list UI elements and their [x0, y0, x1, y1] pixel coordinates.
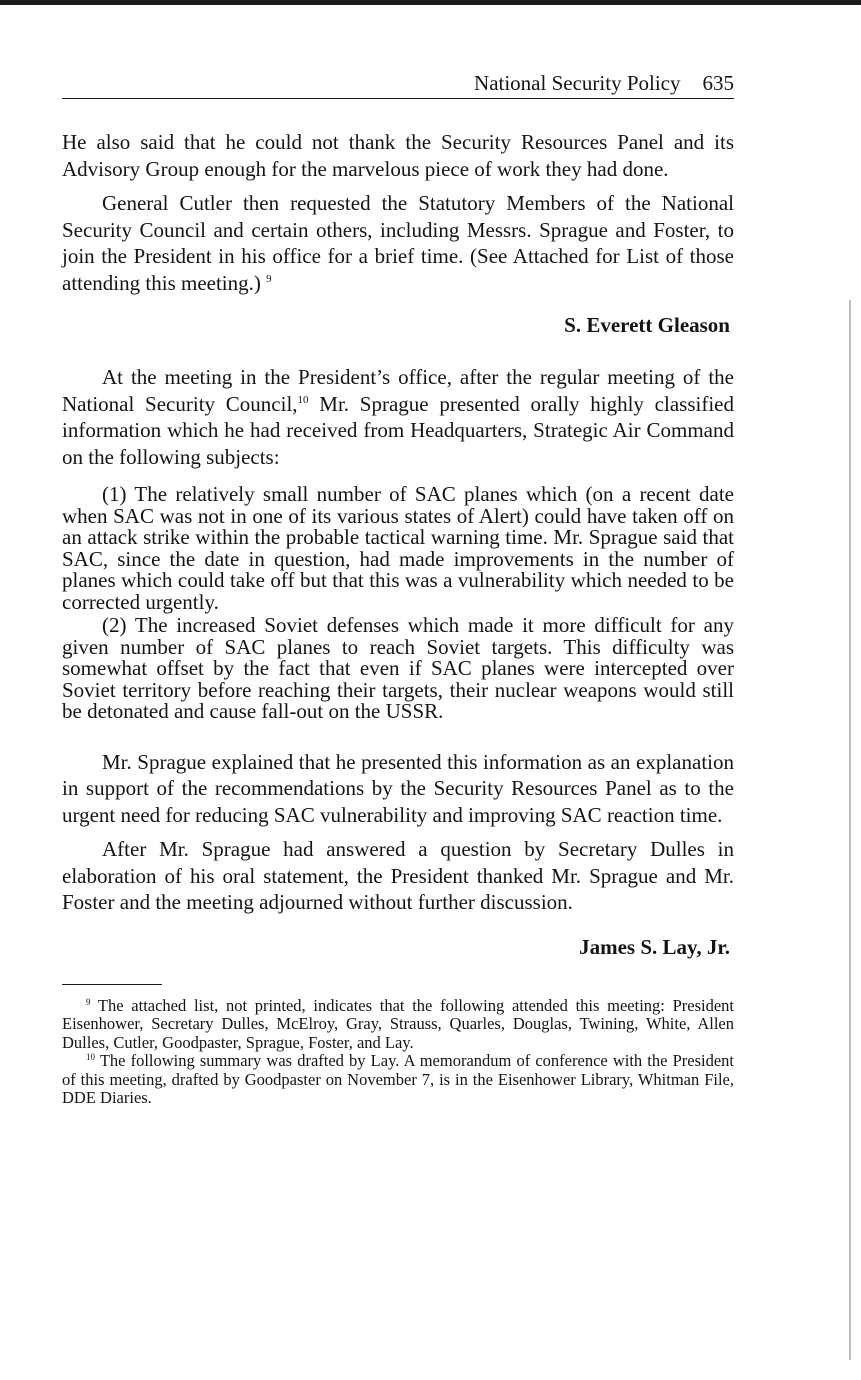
paragraph-text: At the meeting in the President’s office, after the regular meeting of the National Security Council, — [62, 365, 734, 416]
paragraph: Mr. Sprague explained that he presented this information as an explanation in support of the recommendations by the Security Resources Panel as to the urgent need for reducing SAC vulnerability and improving SAC reaction time. — [62, 749, 734, 827]
paragraph-text: Mr. Sprague presented orally highly classified information which he had received from Headquarters, Strategic Air Command on the following subjects: — [62, 391, 734, 469]
footnote-marker: 9 — [86, 996, 91, 1007]
footnote-text: The following summary was drafted by Lay. A memorandum of conference with the President of this meeting, drafted by Goodpaster on November 7, is in the Eisenhower Library, Whitman File, DDE Diaries. — [62, 1051, 734, 1107]
footnote — [62, 1052, 734, 1108]
paragraph: After Mr. Sprague had answered a question by Secretary Dulles in elaboration of his oral statement, the President thanked Mr. Sprague and Mr. Foster and the meeting adjourned without further discussion. — [62, 837, 734, 914]
footnote-text: The attached list, not printed, indicates that the following attended this meeting: President Eisenhower, Secretary Dulles, McElroy, Gray, Strauss, Quarles, Douglas, Twining, White, Allen Dulles, Cutler, Goodpaster, Sprague, Foster, and Lay. — [62, 995, 734, 1052]
running-head-title: National Security Policy — [474, 71, 681, 95]
running-head — [62, 70, 734, 99]
page-top-edge — [0, 0, 861, 5]
paragraph — [62, 190, 734, 296]
signature: S. Everett Gleason — [564, 313, 730, 337]
footnote-rule — [62, 984, 162, 985]
document-page — [62, 70, 734, 1108]
footnote-marker: 10 — [86, 1052, 95, 1062]
paragraph: He also said that he could not thank the Security Resources Panel and its Advisory Group enough for the marvelous piece of work they had done. — [62, 130, 734, 181]
page-number: 635 — [702, 71, 734, 95]
paragraph — [62, 364, 734, 470]
footnote — [62, 997, 734, 1053]
footnote-reference: 9 — [266, 272, 272, 285]
page-right-edge — [849, 300, 851, 1360]
signature: James S. Lay, Jr. — [579, 934, 730, 959]
list-item: (1) The relatively small number of SAC planes which (on a recent date when SAC was not in one of its various states of Alert) could have taken off on an attack strike within the probable tactical warning time. Mr. Sprague said that SAC, since the date in question, had made improvements in the number of planes which could take off but that this was a vulnerability which needed to be corrected urgently. — [62, 482, 734, 614]
paragraph-text: General Cutler then requested the Statutory Members of the National Security Council and certain others, including Messrs. Sprague and Foster, to join the President in his office for a brief time. (See Attached for List of those attending this meeting.) — [62, 191, 734, 295]
footnote-reference: 10 — [297, 393, 309, 406]
list-item: (2) The increased Soviet defenses which made it more difficult for any given number of SAC planes to reach Soviet targets. This difficulty was somewhat offset by the fact that even if SAC planes were intercepted over Soviet territory before reaching their targets, their nuclear weapons would still be detonated and cause fall-out on the USSR. — [62, 613, 734, 723]
